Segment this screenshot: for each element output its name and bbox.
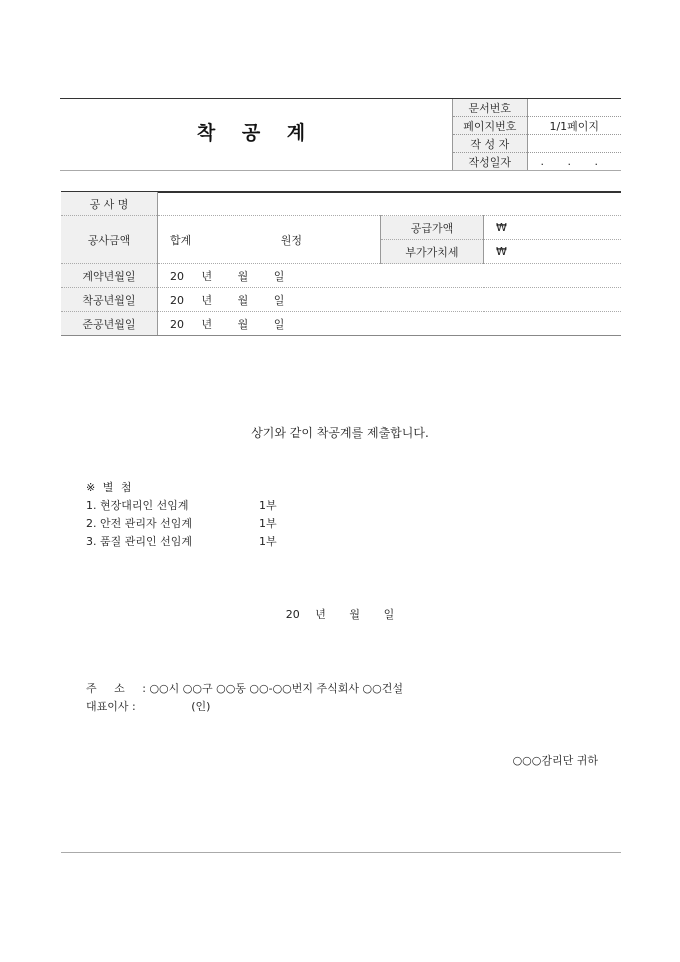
contract-date-label: 계약년월일	[61, 264, 158, 288]
address-label: 주 소 :	[86, 682, 146, 695]
completion-date-label: 준공년월일	[61, 312, 158, 336]
ceo-seal: (인)	[191, 700, 211, 713]
completion-date-value[interactable]	[158, 312, 622, 336]
document-meta-table	[452, 99, 621, 170]
start-date-value[interactable]	[158, 288, 622, 312]
doc-number-value[interactable]	[527, 99, 621, 117]
attachment-name: 3. 품질 관리인 선임계	[86, 535, 192, 548]
attachment-item	[86, 515, 277, 531]
date-day-unit: 일	[273, 269, 285, 283]
contract-date-value[interactable]	[158, 264, 622, 288]
date-day-unit: 일	[273, 293, 285, 307]
attachments-heading: ※ 별 첨	[86, 481, 132, 494]
date-month-unit: 월	[237, 317, 249, 331]
document-title: 착 공 계	[196, 122, 316, 144]
submission-date[interactable]	[0, 606, 680, 622]
date-year: 20	[170, 293, 184, 307]
date-day-unit: 일	[273, 317, 285, 331]
supply-amount-value[interactable]: ₩	[484, 216, 622, 240]
attachment-qty: 1부	[259, 535, 277, 548]
date-year: 20	[170, 317, 184, 331]
address-value[interactable]: ○○시 ○○구 ○○동 ○○-○○번지 주식회사 ○○건설	[149, 682, 403, 695]
attachment-item	[86, 533, 277, 549]
date-month-unit: 월	[349, 608, 361, 621]
project-info-table	[61, 192, 621, 336]
project-name-label: 공 사 명	[61, 192, 158, 216]
attachment-item	[86, 497, 277, 513]
start-date-label: 착공년월일	[61, 288, 158, 312]
vat-label: 부가가치세	[381, 240, 484, 264]
ceo-line	[86, 698, 210, 714]
attachment-qty: 1부	[259, 517, 277, 530]
date-year: 20	[170, 269, 184, 283]
project-name-value[interactable]	[158, 192, 622, 216]
header-bottom-rule	[60, 170, 621, 171]
amount-label: 공사금액	[61, 216, 158, 264]
page-number-value: 1/1페이지	[527, 117, 621, 135]
author-label: 작 성 자	[453, 135, 528, 153]
date-month-unit: 월	[237, 269, 249, 283]
date-day-unit: 일	[383, 608, 395, 621]
date-year-unit: 년	[201, 293, 213, 307]
doc-number-label: 문서번호	[453, 99, 528, 117]
amount-unit: 원정	[280, 233, 303, 247]
author-value[interactable]	[527, 135, 621, 153]
created-date-value[interactable]: . . .	[527, 153, 621, 171]
created-date-label: 작성일자	[453, 153, 528, 171]
page-number-label: 페이지번호	[453, 117, 528, 135]
attachment-name: 2. 안전 관리자 선임계	[86, 517, 192, 530]
address-line	[86, 680, 403, 696]
contract-date-row	[61, 264, 621, 288]
submission-statement: 상기와 같이 착공계를 제출합니다.	[251, 426, 429, 440]
amount-total-label: 합계	[170, 233, 192, 247]
date-month-unit: 월	[237, 293, 249, 307]
completion-date-row	[61, 312, 621, 336]
date-year-unit: 년	[201, 317, 213, 331]
date-year-unit: 년	[315, 608, 326, 621]
supply-amount-label: 공급가액	[381, 216, 484, 240]
attachment-name: 1. 현장대리인 선임계	[86, 499, 189, 512]
attachment-qty: 1부	[259, 499, 277, 512]
start-date-row	[61, 288, 621, 312]
date-year: 20	[285, 608, 300, 621]
amount-total-cell[interactable]	[158, 216, 381, 264]
footer-rule	[61, 852, 621, 853]
date-year-unit: 년	[201, 269, 213, 283]
ceo-label: 대표이사 :	[86, 700, 136, 713]
vat-value[interactable]: ₩	[484, 240, 622, 264]
recipient: ○○○감리단 귀하	[512, 754, 598, 767]
